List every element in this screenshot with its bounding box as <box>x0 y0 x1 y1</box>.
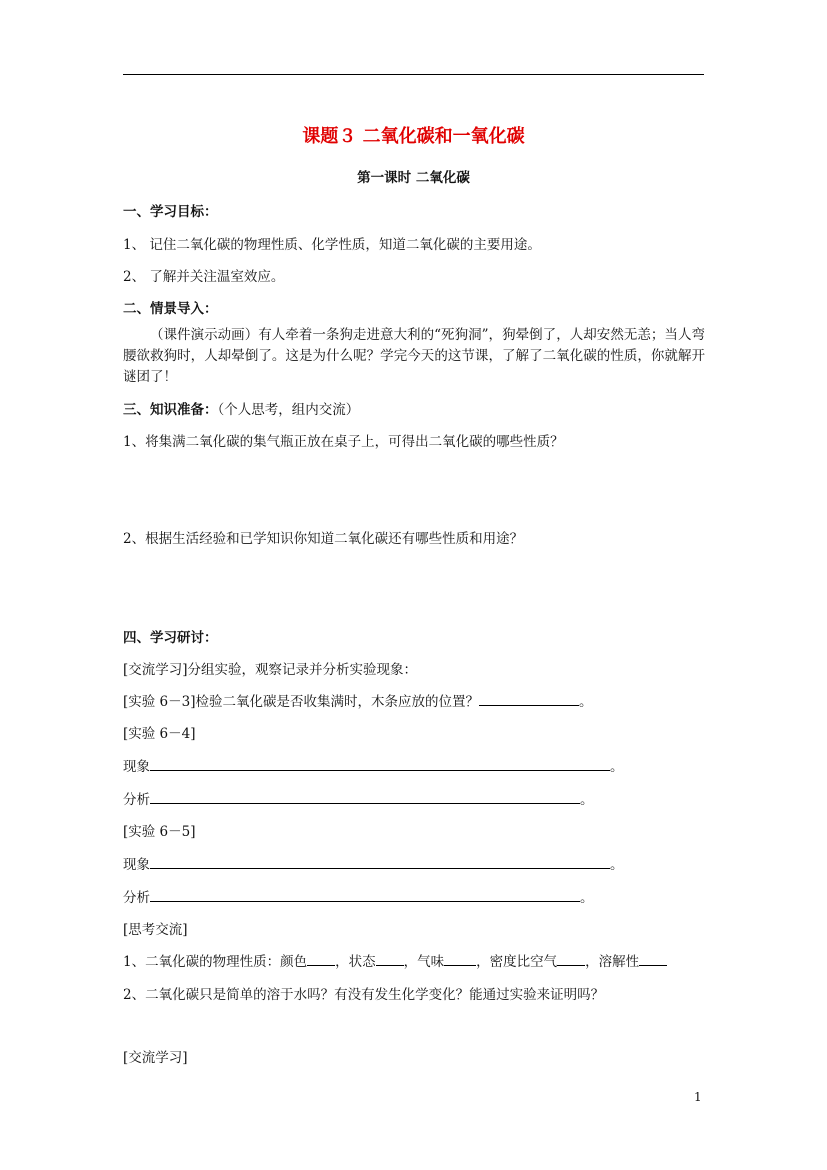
lesson-subtitle: 第一课时 二氧化碳 <box>357 170 470 186</box>
experiment-6-5-analysis-blank[interactable] <box>150 888 580 902</box>
period: 。 <box>580 890 594 906</box>
smell-label: ，气味 <box>403 954 445 970</box>
section-2-heading: 二、情景导入： <box>123 301 218 317</box>
experiment-6-4-phenomenon-row <box>123 755 624 775</box>
prep-question-1: 1、将集满二氧化碳的集气瓶正放在桌子上，可得出二氧化碳的哪些性质？ <box>123 434 564 450</box>
experiment-6-4-phenomenon-blank[interactable] <box>150 757 610 771</box>
smell-blank[interactable] <box>444 952 476 966</box>
experiment-6-5-analysis-row <box>123 886 594 906</box>
density-blank[interactable] <box>557 952 585 966</box>
physical-properties-prefix: 1、二氧化碳的物理性质：颜色 <box>123 954 308 970</box>
period: 。 <box>579 694 593 710</box>
solubility-label: ，溶解性 <box>585 954 640 970</box>
phenomenon-label: 现象 <box>123 759 150 775</box>
exchange-learning-intro: [交流学习]分组实验，观察记录并分析实验现象： <box>123 662 418 678</box>
phenomenon-label: 现象 <box>123 857 150 873</box>
section-4-heading: 四、学习研讨： <box>123 630 218 646</box>
experiment-6-3-row <box>123 690 593 710</box>
experiment-6-5-phenomenon-blank[interactable] <box>150 855 610 869</box>
exchange-learning-label: [交流学习] <box>123 1050 188 1066</box>
objective-item-1: 1、 记住二氧化碳的物理性质、化学性质，知道二氧化碳的主要用途。 <box>123 237 541 253</box>
objective-item-2: 2、 了解并关注温室效应。 <box>123 269 285 285</box>
think-question-2: 2、二氧化碳只是简单的溶于水吗？有没有发生化学变化？能通过实验来证明吗？ <box>123 987 605 1003</box>
experiment-6-5-label: [实验 6－5] <box>123 824 196 840</box>
think-exchange-label: [思考交流] <box>123 922 188 938</box>
section-1-heading: 一、学习目标： <box>123 204 218 220</box>
color-blank[interactable] <box>307 952 335 966</box>
page-number: 1 <box>694 1090 702 1104</box>
analysis-label: 分析 <box>123 890 150 906</box>
experiment-6-3-text: [实验 6－3]检验二氧化碳是否收集满时，木条应放的位置？ <box>123 694 480 710</box>
period: 。 <box>610 857 624 873</box>
scenario-paragraph: （课件演示动画）有人牵着一条狗走进意大利的“死狗洞”，狗晕倒了，人却安然无恙；当人弯腰欲救狗时，人却晕倒了。这是为什么呢？学完今天的这节课，了解了二氧化碳的性质，你就解开谜团了！ <box>123 327 705 385</box>
period: 。 <box>610 759 624 775</box>
prep-question-2: 2、根据生活经验和已学知识你知道二氧化碳还有哪些性质和用途？ <box>123 531 524 547</box>
experiment-6-5-phenomenon-row <box>123 853 624 873</box>
state-label: ，状态 <box>335 954 376 970</box>
experiment-6-4-analysis-blank[interactable] <box>150 790 580 804</box>
section-3-heading-row <box>123 398 359 418</box>
section-3-heading: 三、知识准备： <box>123 402 218 418</box>
physical-properties-row <box>123 950 667 970</box>
experiment-6-4-analysis-row <box>123 788 594 808</box>
experiment-6-4-label: [实验 6－4] <box>123 726 196 742</box>
density-label: ，密度比空气 <box>476 954 558 970</box>
section-3-note: （个人思考，组内交流） <box>217 402 360 418</box>
period: 。 <box>580 792 594 808</box>
analysis-label: 分析 <box>123 792 150 808</box>
experiment-6-3-blank[interactable] <box>479 692 579 706</box>
document-title: 课题３ 二氧化碳和一氧化碳 <box>302 126 525 147</box>
header-rule <box>123 74 704 75</box>
state-blank[interactable] <box>376 952 404 966</box>
solubility-blank[interactable] <box>639 952 667 966</box>
